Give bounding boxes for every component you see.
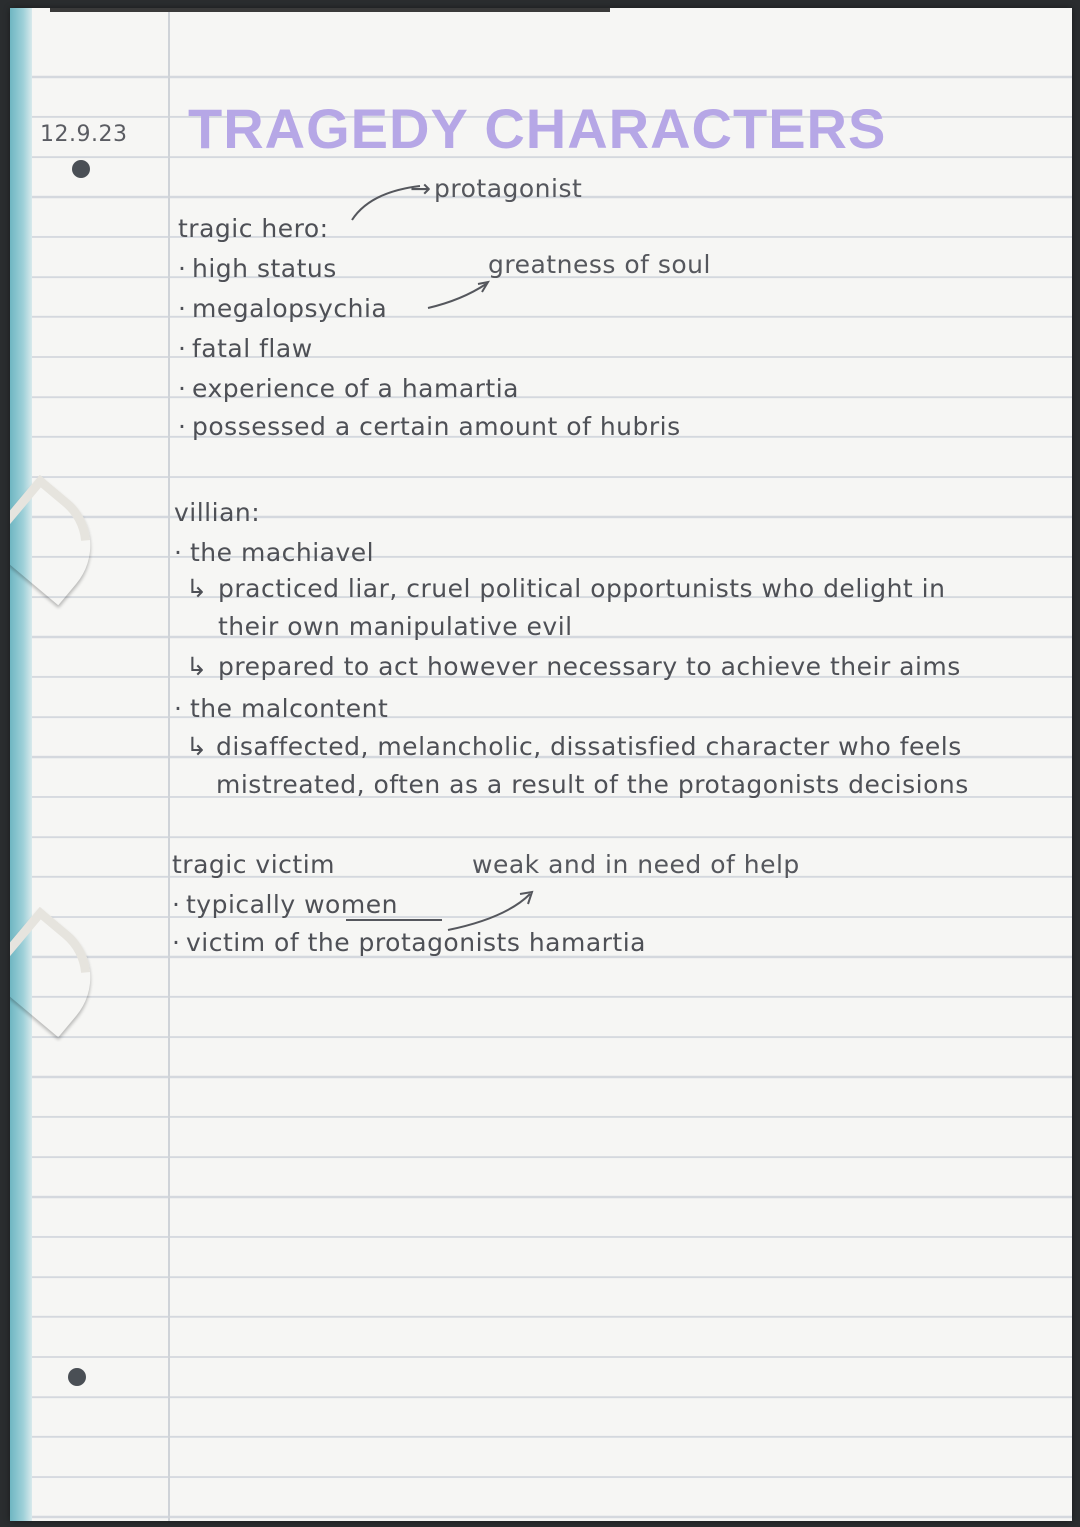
bullet-glyph: · [174,694,183,723]
tragic-hero-item: megalopsychia [192,294,388,323]
bullet-glyph: · [178,254,187,283]
bullet-glyph: · [178,374,187,403]
tragic-hero-item: high status [192,254,337,283]
sub-arrow-glyph: ↳ [186,652,208,681]
malcontent-label: the malcontent [190,694,389,723]
tragic-hero-item: possessed a certain amount of hubris [192,412,681,441]
tragic-victim-item: typically women [186,890,398,919]
machiavel-description-cont: their own manipulative evil [218,612,573,641]
annotation-arrow-glyph: → [410,174,432,203]
bullet-glyph: · [178,412,187,441]
machiavel-description: practiced liar, cruel political opportunists who delight in [218,574,946,603]
villain-heading: villian: [174,498,261,527]
machiavel-aims: prepared to act however necessary to achieve their aims [218,652,961,681]
bullet-glyph: · [178,294,187,323]
tragic-victim-heading: tragic victim [172,850,335,879]
sub-arrow-glyph: ↳ [186,732,208,761]
page-date: 12.9.23 [40,122,128,147]
annotation-greatness: greatness of soul [488,250,711,279]
tragic-hero-item: fatal flaw [192,334,313,363]
bullet-glyph: · [172,890,181,919]
tragic-hero-heading: tragic hero: [178,214,329,243]
tragic-hero-item: experience of a hamartia [192,374,520,403]
annotation-protagonist: protagonist [434,174,583,203]
bullet-glyph: · [178,334,187,363]
greatness-arrow [428,284,486,308]
bullet-glyph: · [174,538,183,567]
protagonist-arrow [352,186,420,220]
sub-arrow-glyph: ↳ [186,574,208,603]
page-title: TRAGEDY CHARACTERS [188,97,887,160]
bullet-glyph: · [172,928,181,957]
annotation-weak: weak and in need of help [472,850,800,879]
weak-arrow [448,894,530,930]
malcontent-description-cont: mistreated, often as a result of the protagonists decisions [216,770,969,799]
tragic-victim-item: victim of the protagonists hamartia [186,928,647,957]
machiavel-label: the machiavel [190,538,375,567]
malcontent-description: disaffected, melancholic, dissatisfied character who feels [216,732,962,761]
notebook-page [10,8,1072,1521]
annotation-arrows [10,8,1072,1521]
